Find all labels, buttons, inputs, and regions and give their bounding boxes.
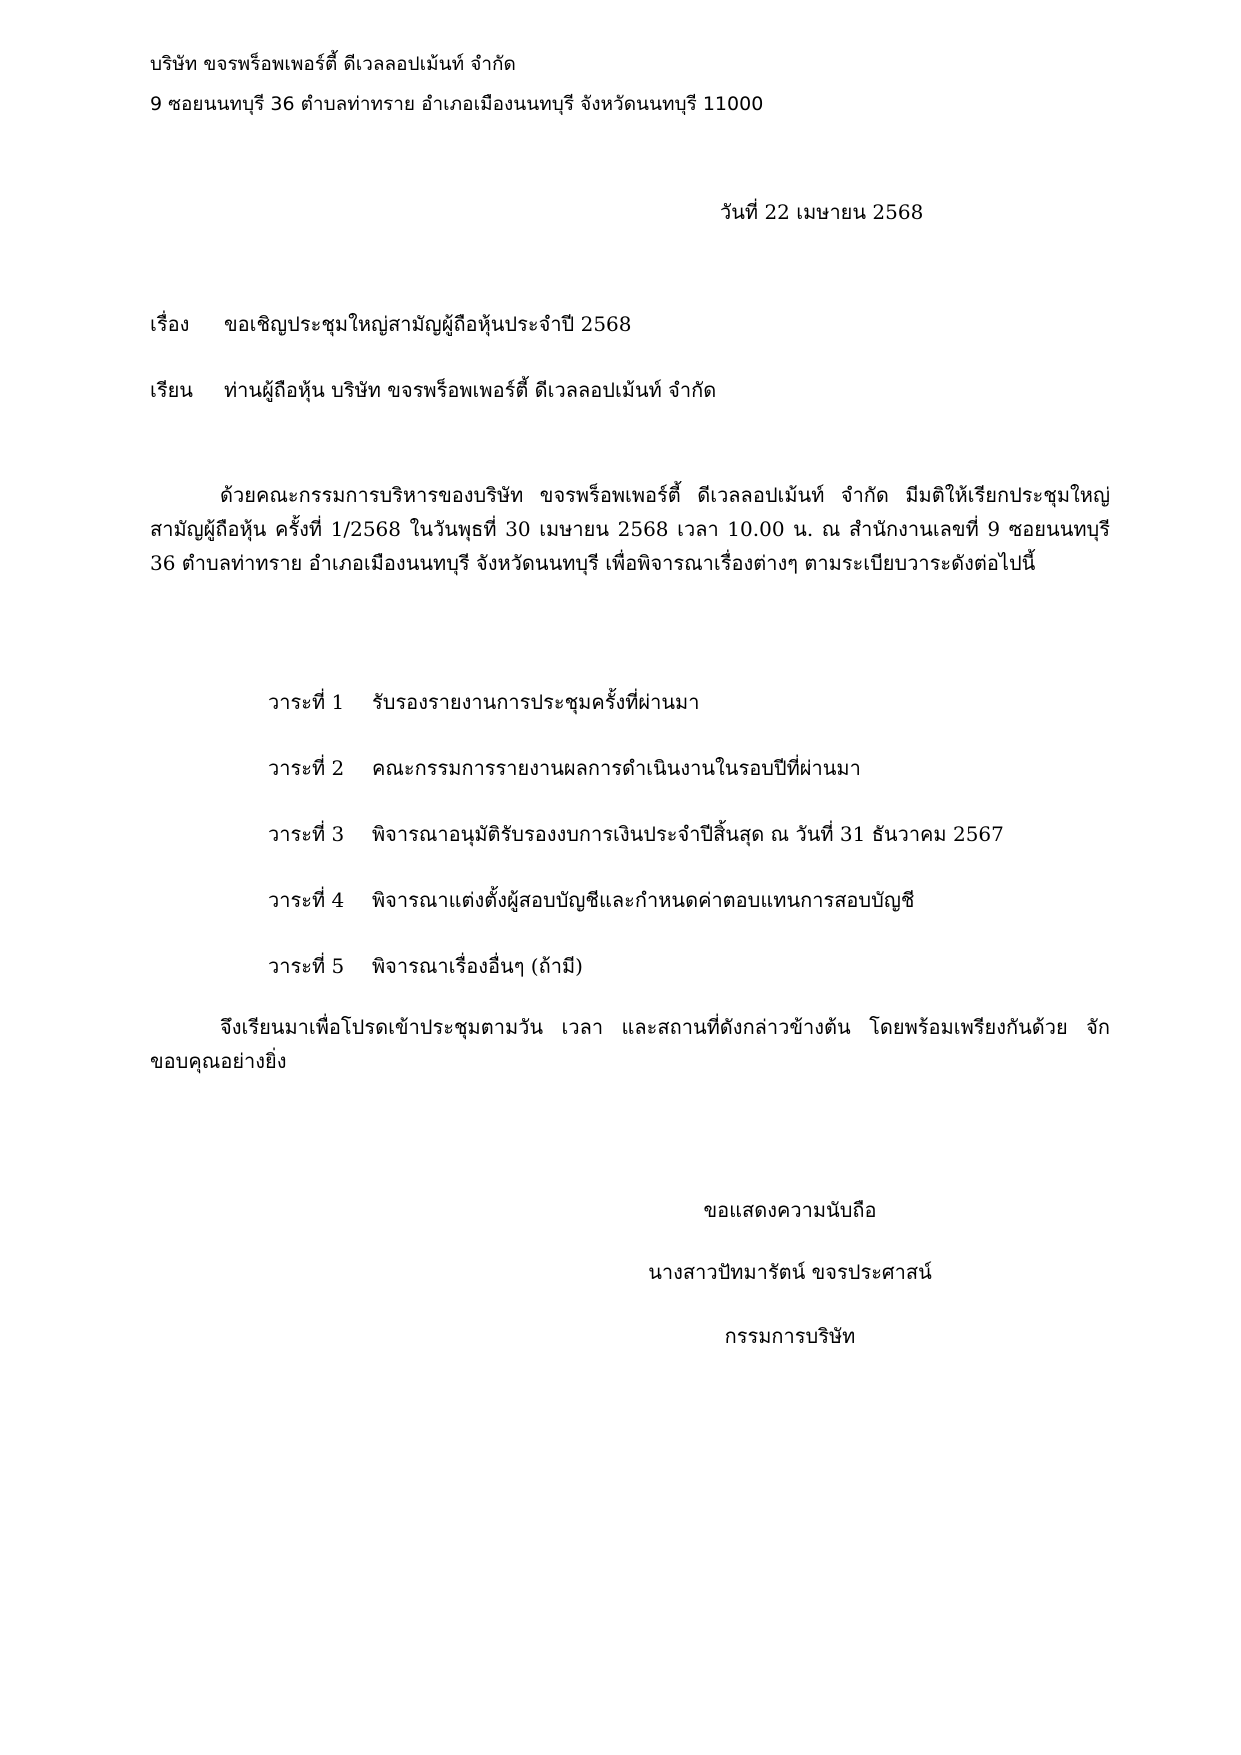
agenda-item-3	[268, 818, 1004, 884]
signatory-name: นางสาวปัทมารัตน์ ขจรประศาสน์	[648, 1260, 932, 1284]
agenda-number: วาระที่ 2	[268, 756, 345, 780]
recipient-text: ท่านผู้ถือหุ้น บริษัท ขจรพร็อพเพอร์ตี้ ดีเวลลอปเม้นท์ จำกัด	[224, 378, 717, 402]
recipient-row	[150, 374, 716, 406]
signatory-title: กรรมการบริษัท	[724, 1324, 856, 1348]
subject-row	[150, 308, 632, 340]
company-address: 9 ซอยนนทบุรี 36 ตำบลท่าทราย อำเภอเมืองนนทบุรี จังหวัดนนทบุรี 11000	[150, 93, 764, 115]
subject-label: เรื่อง	[150, 312, 190, 336]
agenda-number: วาระที่ 3	[268, 822, 345, 846]
agenda-number: วาระที่ 5	[268, 954, 345, 978]
agenda-text: พิจารณาแต่งตั้งผู้สอบบัญชีและกำหนดค่าตอบแทนการสอบบัญชี	[372, 888, 915, 912]
agenda-item-4	[268, 884, 1004, 950]
letter-date: วันที่ 22 เมษายน 2568	[720, 200, 924, 224]
agenda-number: วาระที่ 4	[268, 888, 345, 912]
subject-text: ขอเชิญประชุมใหญ่สามัญผู้ถือหุ้นประจำปี 2568	[224, 312, 632, 336]
signature-closing: ขอแสดงความนับถือ	[703, 1198, 877, 1222]
agenda-text: พิจารณาอนุมัติรับรองงบการเงินประจำปีสิ้นสุด ณ วันที่ 31 ธันวาคม 2567	[372, 822, 1004, 846]
agenda-text: พิจารณาเรื่องอื่นๆ (ถ้ามี)	[372, 954, 583, 978]
letterhead	[150, 44, 763, 124]
closing-paragraph: จึงเรียนมาเพื่อโปรดเข้าประชุมตามวัน เวลา และสถานที่ดังกล่าวข้างต้น โดยพร้อมเพรียงกันด้วย จักขอบคุณอย่างยิ่ง	[150, 1015, 1110, 1073]
agenda-item-2	[268, 752, 1004, 818]
agenda-text: คณะกรรมการรายงานผลการดำเนินงานในรอบปีที่ผ่านมา	[372, 756, 861, 780]
intro-paragraph: ด้วยคณะกรรมการบริหารของบริษัท ขจรพร็อพเพอร์ตี้ ดีเวลลอปเม้นท์ จำกัด มีมติให้เรียกประชุมใหญ่สามัญผู้ถือหุ้น ครั้งที่ 1/2568 ในวันพุธที่ 30 เมษายน 2568 เวลา 10.00 น. ณ สำนักงานเลขที่ 9 ซอยนนทบุรี 36 ตำบลท่าทราย อำเภอเมืองนนทบุรี จังหวัดนนทบุรี เพื่อพิจารณาเรื่องต่างๆ ตามระเบียบวาระดังต่อไปนี้	[150, 483, 1110, 575]
agenda-number: วาระที่ 1	[268, 690, 345, 714]
agenda-item-1	[268, 686, 1004, 752]
agenda-text: รับรองรายงานการประชุมครั้งที่ผ่านมา	[372, 690, 700, 714]
recipient-label: เรียน	[150, 378, 193, 402]
agenda-item-5	[268, 950, 1004, 1016]
company-name: บริษัท ขจรพร็อพเพอร์ตี้ ดีเวลลอปเม้นท์ จำกัด	[150, 53, 516, 75]
agenda-list	[268, 686, 1004, 1016]
